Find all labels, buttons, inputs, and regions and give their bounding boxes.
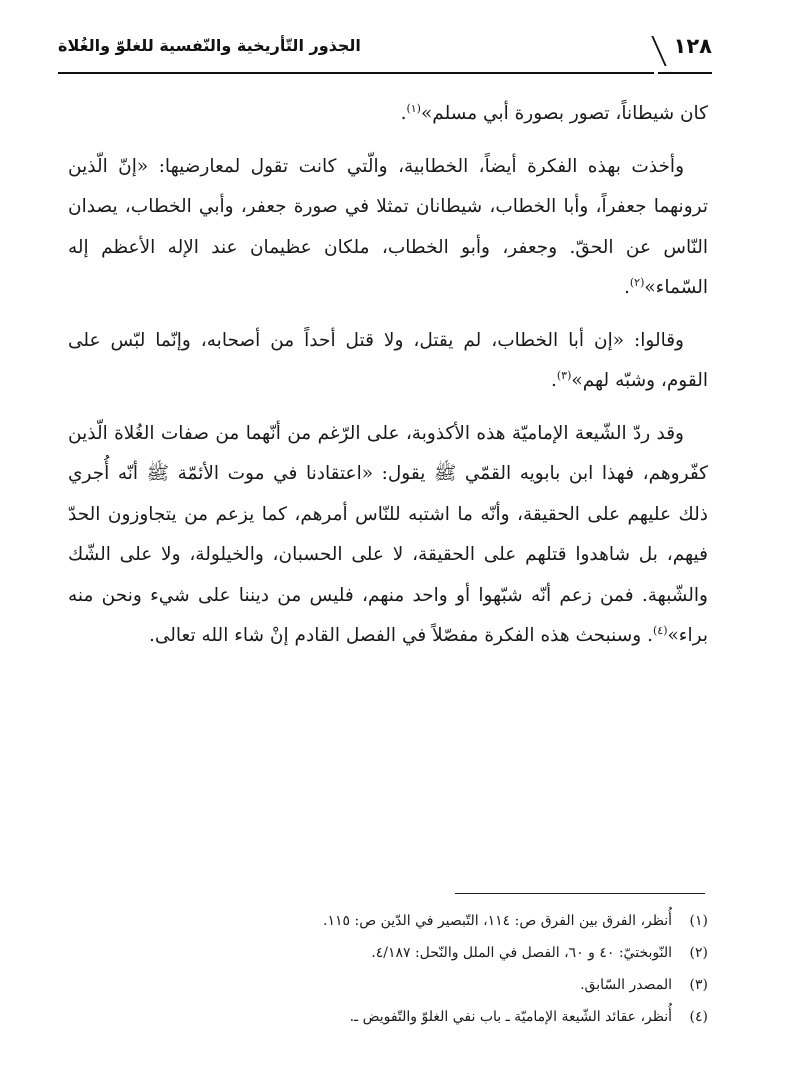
footnote-number: (٢) (689, 945, 708, 961)
footnote-number: (١) (689, 913, 708, 929)
footnote-text: المصدر السّابق. (580, 977, 672, 993)
main-text (68, 94, 708, 669)
running-title: الجذور التّأريخية والنّفسية للغلوّ والغُلاة (58, 36, 361, 55)
footnote-ref-3[interactable]: (٣) (556, 368, 572, 382)
header-slash-divider (651, 36, 666, 66)
footnote-text: أُنظر، عقائد الشّيعة الإماميّة ـ باب نفي الغلوّ والتّفويض ـ. (349, 1009, 672, 1025)
footnote-ref-1[interactable]: (١) (406, 101, 421, 115)
paragraph-4: وقد ردّ الشّيعة الإماميّة هذه الأكذوبة، على الرّغم من أنّهما من صفات الغُلاة الّذين كفّروهم، فهذا ابن بابويه القمّي ﷺ يقول: «اعتقادنا في موت الأئمّة ﷺ أنّه أُجري ذلك عليهم على الحقيقة، وأنّه ما اشتبه للنّاس أمرهم، كما يزعم من يتجاوزون الحدّ فيهم، بل شاهدوا قتلهم على الحقيقة، لا على الحسبان، والخيلولة، ولا على الشّك والشّبهة. فمن زعم أنّه شبّهوا أو واحد منهم، فليس من ديننا على شيء ونحن منه براء»$^{(٤)}$. وسنبحث هذه الفكرة مفصّلاً في الفصل القادم إنْ شاء الله تعالى. (68, 422, 708, 646)
footnote-1 (200, 905, 708, 937)
page-number: ١٢٨ (673, 34, 712, 58)
header-rule-page-number (658, 72, 712, 74)
paragraph-2: وأخذت بهذه الفكرة أيضاً، الخطابية، والّتي كانت تقول لمعارضيها: «إنّ الّذين ترونهما جعفراً، وأبا الخطاب، شيطانان تمثلا في صورة جعفر، وأبي الخطاب، يصدان النّاس عن الحقّ. وجعفر، وأبو الخطاب، ملكان عظيمان عند الإله الأعظم إله السّماء»$^{(٢)}$. (68, 155, 708, 298)
running-header (58, 30, 712, 74)
footnote-ref-2[interactable]: (٢) (629, 275, 645, 289)
footnote-3 (200, 969, 708, 1001)
header-rule (58, 72, 654, 74)
footnote-text: النّوبختيّ: ٤٠ و ٦٠، الفصل في الملل والنّحل: ٤/١٨٧. (371, 945, 672, 961)
footnote-2 (200, 937, 708, 969)
footnote-number: (٣) (689, 977, 708, 993)
footnote-ref-4[interactable]: (٤) (652, 623, 668, 637)
paragraph-1: كان شيطاناً، تصور بصورة أبي مسلم»$^{(١)}$. (400, 101, 708, 124)
footnote-divider (455, 893, 705, 894)
footnotes (200, 905, 708, 1033)
footnote-text: أُنظر، الفرق بين الفرق ص: ١١٤، التّبصير في الدّين ص: ١١٥. (323, 913, 672, 929)
footnote-number: (٤) (689, 1009, 708, 1025)
footnote-4 (200, 1001, 708, 1033)
paragraph-3: وقالوا: «إن أبا الخطاب، لم يقتل، ولا قتل أحداً من أصحابه، وإنّما لبّس على القوم، وشبّه لهم»$^{(٣)}$. (68, 329, 708, 391)
